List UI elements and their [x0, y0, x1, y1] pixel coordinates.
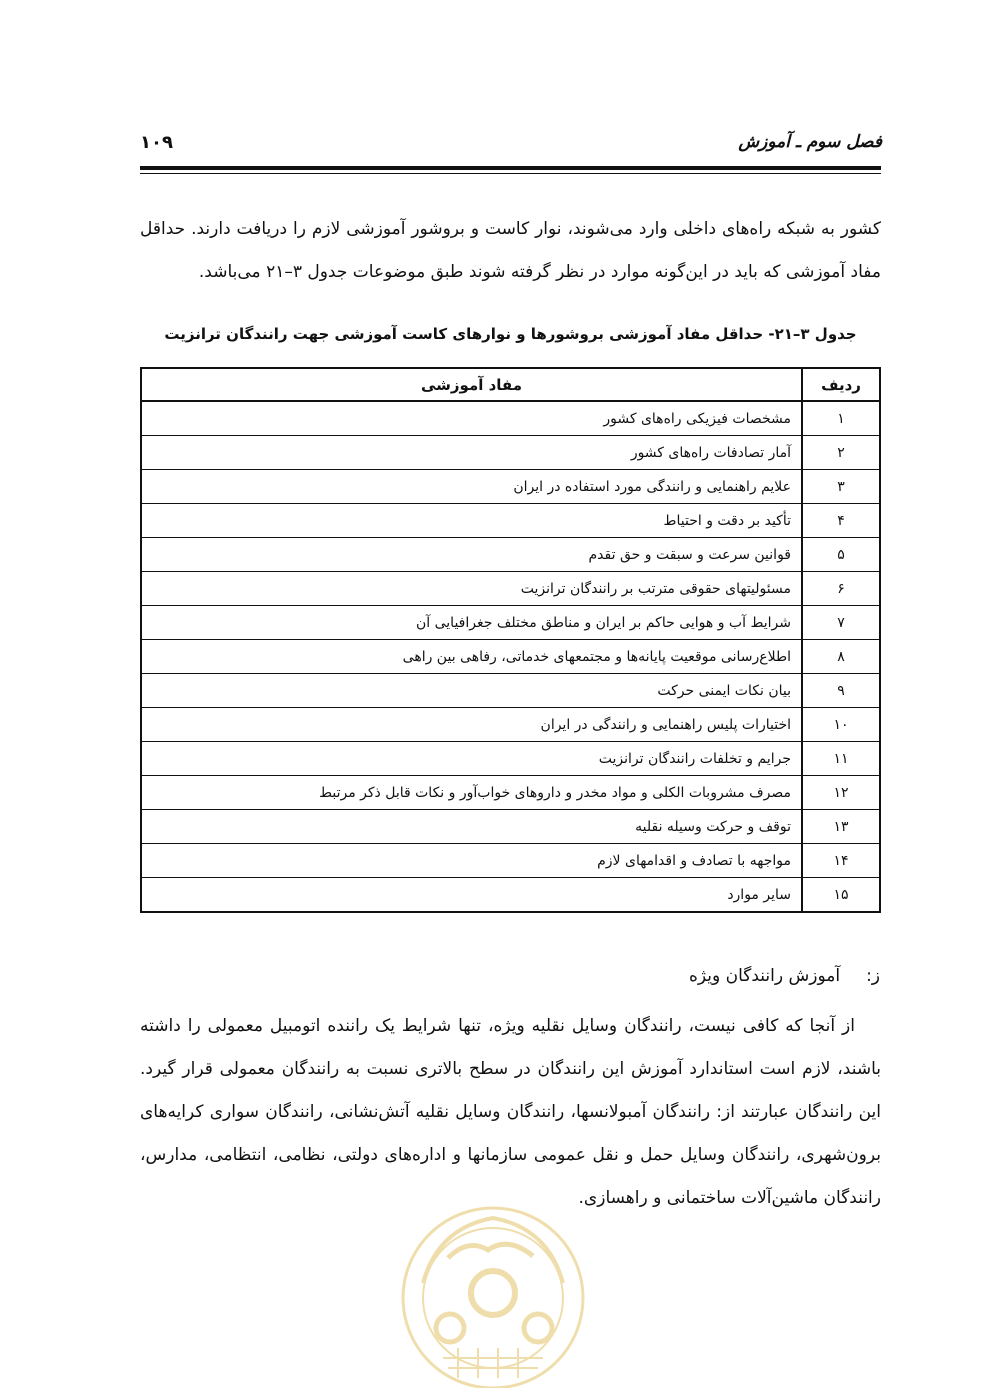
row-number: ۱۲	[802, 776, 880, 810]
content-table	[140, 367, 881, 913]
row-number: ۱	[802, 401, 880, 436]
row-item: توقف و حرکت وسیله نقلیه	[141, 810, 802, 844]
row-number: ۷	[802, 606, 880, 640]
intro-paragraph: کشور به شبکه راه‌های داخلی وارد می‌شوند، نوار کاست و بروشور آموزشی لازم را دریافت دارند. حداقل مفاد آموزشی که باید در این‌گونه موارد در نظر گرفته شوند طبق موضوعات جدول ۳–۲۱ می‌باشد.	[140, 219, 881, 282]
row-number: ۸	[802, 640, 880, 674]
header-rule-thick	[140, 166, 881, 170]
table-row	[141, 401, 880, 436]
row-item: تأکید بر دقت و احتیاط	[141, 504, 802, 538]
row-number: ۱۰	[802, 708, 880, 742]
table-row	[141, 742, 880, 776]
row-number: ۳	[802, 470, 880, 504]
body-paragraph: از آنجا که کافی نیست، رانندگان وسایل نقلیه ویژه، تنها شرایط یک راننده اتومبیل معمولی را داشته باشند، لازم است استاندارد آموزش این رانندگان در سطح بالاتری نسبت به رانندگان معمولی قرار گیرد. این رانندگان عبارتند از: رانندگان آمبولانسها، رانندگان وسایل نقلیه آتش‌نشانی، رانندگان سواری کرایه‌های برون‌شهری، رانندگان وسایل حمل و نقل عمومی سازمانها و اداره‌های دولتی، نظامی، انتظامی، مدارس، رانندگان ماشین‌آلات ساختمانی و راهسازی.	[140, 1016, 881, 1208]
seal-watermark-icon	[388, 1188, 598, 1388]
row-item: قوانین سرعت و سبقت و حق تقدم	[141, 538, 802, 572]
table-row	[141, 674, 880, 708]
row-item: علایم راهنمایی و رانندگی مورد استفاده در ایران	[141, 470, 802, 504]
row-item: مسئولیتهای حقوقی مترتب بر رانندگان ترانزیت	[141, 572, 802, 606]
table-row	[141, 844, 880, 878]
table-row	[141, 572, 880, 606]
table-row	[141, 810, 880, 844]
row-item: مشخصات فیزیکی راه‌های کشور	[141, 401, 802, 436]
row-item: شرایط آب و هوایی حاکم بر ایران و مناطق مختلف جغرافیایی آن	[141, 606, 802, 640]
table-row	[141, 606, 880, 640]
page-number: ۱۰۹	[140, 132, 173, 153]
section-heading	[689, 966, 880, 986]
row-item: جرایم و تخلفات رانندگان ترانزیت	[141, 742, 802, 776]
header-number: ردیف	[802, 368, 880, 401]
row-item: اطلاع‌رسانی موقعیت پایانه‌ها و مجتمعهای خدماتی، رفاهی بین راهی	[141, 640, 802, 674]
row-number: ۱۱	[802, 742, 880, 776]
header-item: مفاد آموزشی	[141, 368, 802, 401]
row-number: ۲	[802, 436, 880, 470]
row-item: اختیارات پلیس راهنمایی و رانندگی در ایران	[141, 708, 802, 742]
row-item: آمار تصادفات راه‌های کشور	[141, 436, 802, 470]
row-number: ۶	[802, 572, 880, 606]
table-row	[141, 504, 880, 538]
row-number: ۹	[802, 674, 880, 708]
table-row	[141, 708, 880, 742]
section-letter: ز:	[866, 966, 880, 986]
section-title: آموزش رانندگان ویژه	[688, 966, 841, 986]
table-header-row	[141, 368, 880, 401]
table-row	[141, 470, 880, 504]
row-item: مصرف مشروبات الکلی و مواد مخدر و داروهای خواب‌آور و نکات قابل ذکر مرتبط	[141, 776, 802, 810]
row-number: ۴	[802, 504, 880, 538]
header-rule-thin	[140, 173, 881, 174]
row-number: ۱۳	[802, 810, 880, 844]
table-row	[141, 436, 880, 470]
table-row	[141, 538, 880, 572]
table-row	[141, 640, 880, 674]
chapter-title: فصل سوم ـ آموزش	[738, 132, 882, 152]
row-number: ۱۵	[802, 878, 880, 913]
row-number: ۵	[802, 538, 880, 572]
table-caption: جدول ۳–۲۱- حداقل مفاد آموزشی بروشورها و نوارهای کاست آموزشی جهت رانندگان ترانزیت	[164, 325, 857, 343]
row-item: سایر موارد	[141, 878, 802, 913]
row-number: ۱۴	[802, 844, 880, 878]
table-row	[141, 878, 880, 913]
table-row	[141, 776, 880, 810]
row-item: مواجهه با تصادف و اقدامهای لازم	[141, 844, 802, 878]
row-item: بیان نکات ایمنی حرکت	[141, 674, 802, 708]
